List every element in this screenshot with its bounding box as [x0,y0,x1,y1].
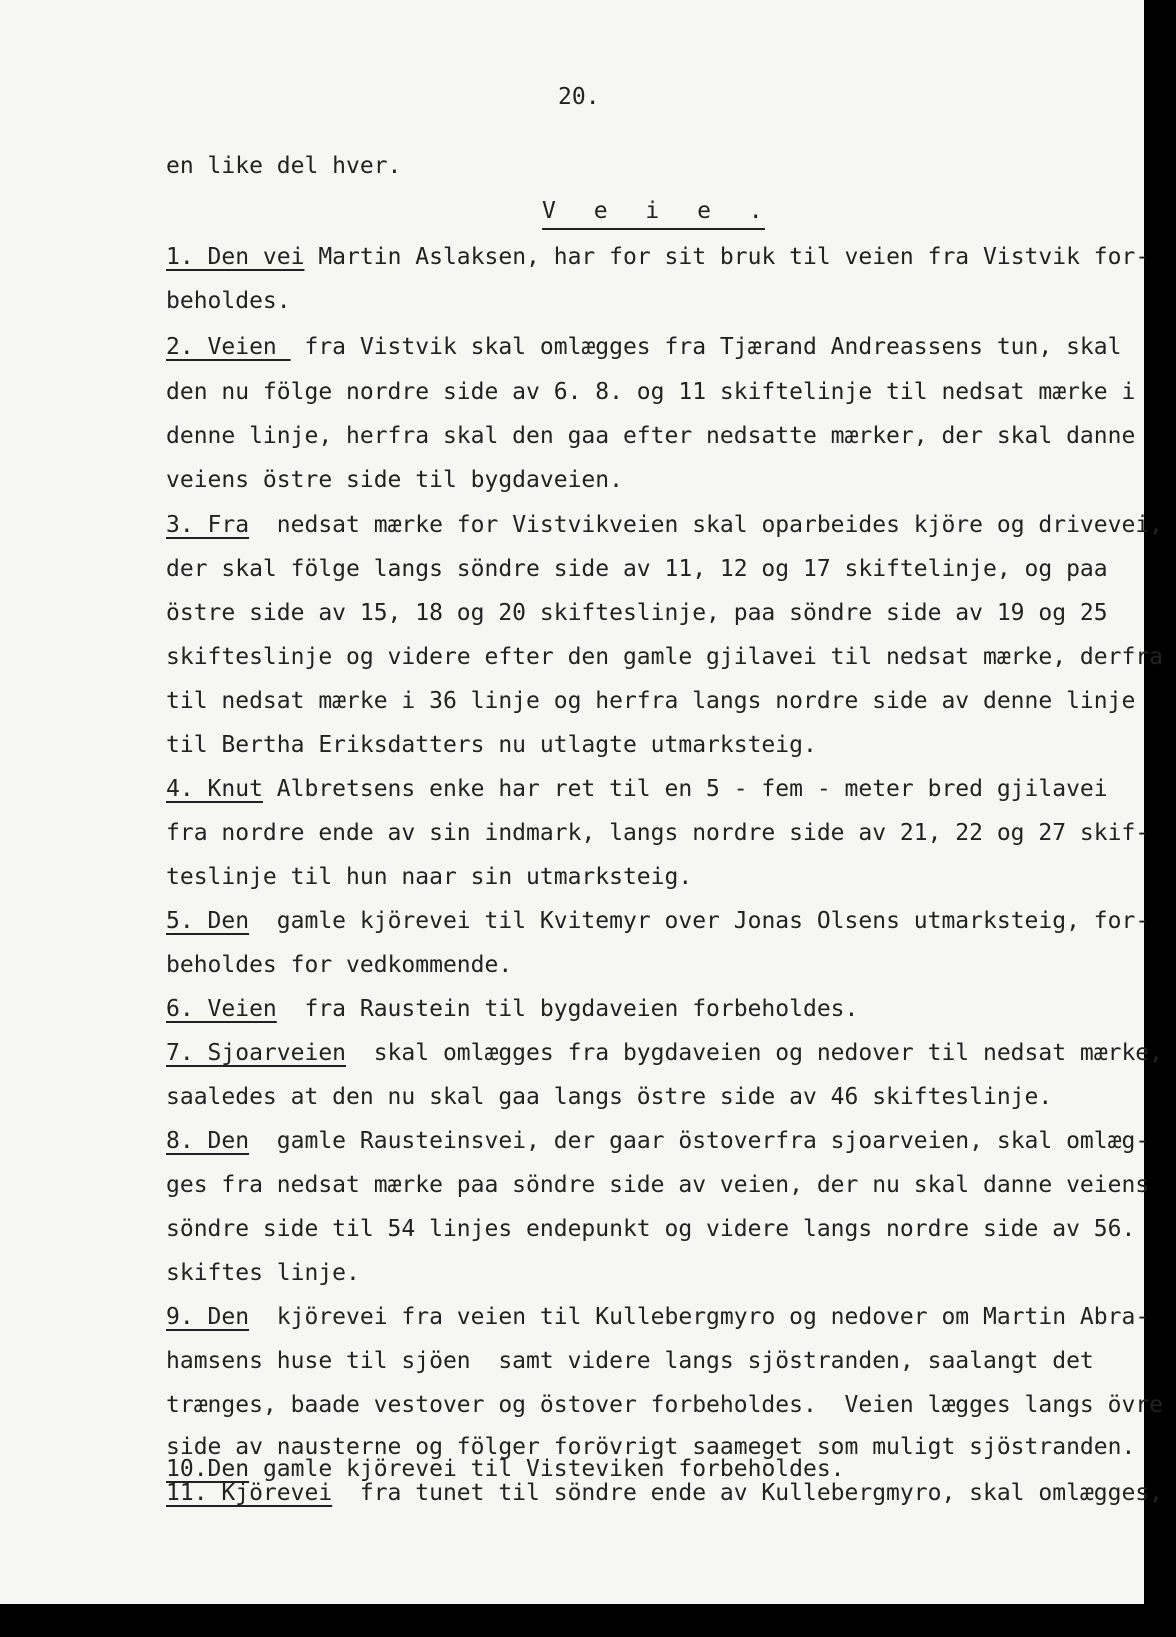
text-line [166,558,1108,581]
text-line [166,1262,360,1285]
text-line [166,1130,1149,1153]
item-lead: 8. Den [166,1128,250,1154]
text-line [166,1350,1094,1373]
line-text: beholdes. [166,288,291,314]
text-line [166,998,858,1021]
line-text: skifteslinje og videre efter den gamle gjilavei til nedsat mærke, derfra [166,644,1163,670]
text-line [166,1174,1149,1197]
item-lead: 1. Den vei [166,244,305,270]
text-line [166,910,1149,933]
text-line [166,381,1135,404]
line-text: skal omlægges fra bygdaveien og nedover til nedsat mærke, [346,1040,1163,1066]
text-line [166,1394,1163,1417]
line-text: fra nordre ende av sin indmark, langs nordre side av 21, 22 og 27 skif- [166,820,1150,846]
line-text: östre side av 15, 18 og 20 skifteslinje, paa söndre side av 19 og 25 [166,600,1108,626]
line-text: teslinje til hun naar sin utmarksteig. [166,864,693,890]
text-line [166,866,692,889]
line-text: fra tunet til söndre ende av Kullebergmyro, skal omlægges, [332,1480,1164,1506]
text-line [166,1306,1149,1329]
item-lead: 7. Sjoarveien [166,1040,347,1066]
line-text: söndre side til 54 linjes endepunkt og videre langs nordre side av 56. [166,1216,1136,1242]
text-line [166,822,1149,845]
text-line [166,469,623,492]
line-text: beholdes for vedkommende. [166,952,513,978]
item-lead: 2. Veien [166,334,291,360]
text-line [166,155,401,178]
text-line [166,734,817,757]
item-lead: 3. Fra [166,512,250,538]
item-lead: 5. Den [166,908,250,934]
item-lead: 4. Knut [166,776,263,802]
text-line [166,690,1135,713]
line-text: denne linje, herfra skal den gaa efter nedsatte mærker, der skal danne [166,423,1136,449]
line-text: gamle Rausteinsvei, der gaar östoverfra sjoarveien, skal omlæg- [249,1128,1150,1154]
line-text: fra Raustein til bygdaveien forbeholdes. [276,996,859,1022]
line-text: der skal fölge langs söndre side av 11, 12 og 17 skiftelinje, og paa [166,556,1108,582]
line-text: saaledes at den nu skal gaa langs östre side av 46 skifteslinje. [166,1084,1053,1110]
text-line [166,778,1108,801]
text-line [166,1218,1135,1241]
line-text: en like del hver. [166,153,402,179]
line-text: gamle kjörevei til Kvitemyr over Jonas Olsens utmarksteig, for- [249,908,1150,934]
line-text: kjörevei fra veien til Kullebergmyro og nedover om Martin Abra- [249,1304,1150,1330]
text-line [166,336,1121,359]
line-text: veiens östre side til bygdaveien. [166,467,623,493]
item-lead: 9. Den [166,1304,250,1330]
line-text: fra Vistvik skal omlægges fra Tjærand Andreassens tun, skal [290,334,1122,360]
text-line [166,1042,1163,1065]
text-line [166,646,1163,669]
line-text: gamle kjörevei til Visteviken forbeholdes. [249,1456,845,1482]
item-lead: 6. Veien [166,996,277,1022]
text-line [166,246,1149,269]
line-text: Martin Aslaksen, har for sit bruk til veien fra Vistvik for- [304,244,1150,270]
item-lead: 11. Kjörevei [166,1480,333,1506]
line-text: hamsens huse til sjöen samt videre langs sjöstranden, saalangt det [166,1348,1094,1374]
text-line [166,290,291,313]
page-number: 20. [558,84,600,110]
text-line [166,514,1163,537]
line-text: nedsat mærke for Vistvikveien skal oparbeides kjöre og drivevei, [249,512,1164,538]
text-line [166,425,1135,448]
line-text: trænges, baade vestover og östover forbeholdes. Veien lægges langs övre [166,1392,1163,1418]
line-text: den nu fölge nordre side av 6. 8. og 11 skiftelinje til nedsat mærke i [166,379,1136,405]
line-text: til Bertha Eriksdatters nu utlagte utmarksteig. [166,732,817,758]
text-line [166,1482,1163,1505]
line-text: Albretsens enke har ret til en 5 - fem - meter bred gjilavei [262,776,1108,802]
text-line [166,602,1108,625]
line-text: side av nausterne og fölger forövrigt saameget som muligt sjöstranden. [166,1434,1136,1460]
text-line [166,1086,1052,1109]
line-text: ges fra nedsat mærke paa söndre side av veien, der nu skal danne veiens [166,1172,1150,1198]
line-text: skiftes linje. [166,1260,360,1286]
item-lead: 10.Den [166,1456,250,1482]
section-heading: V e i e . [542,198,775,224]
line-text: til nedsat mærke i 36 linje og herfra langs nordre side av denne linje [166,688,1136,714]
text-line [166,1458,845,1481]
text-line [166,954,512,977]
